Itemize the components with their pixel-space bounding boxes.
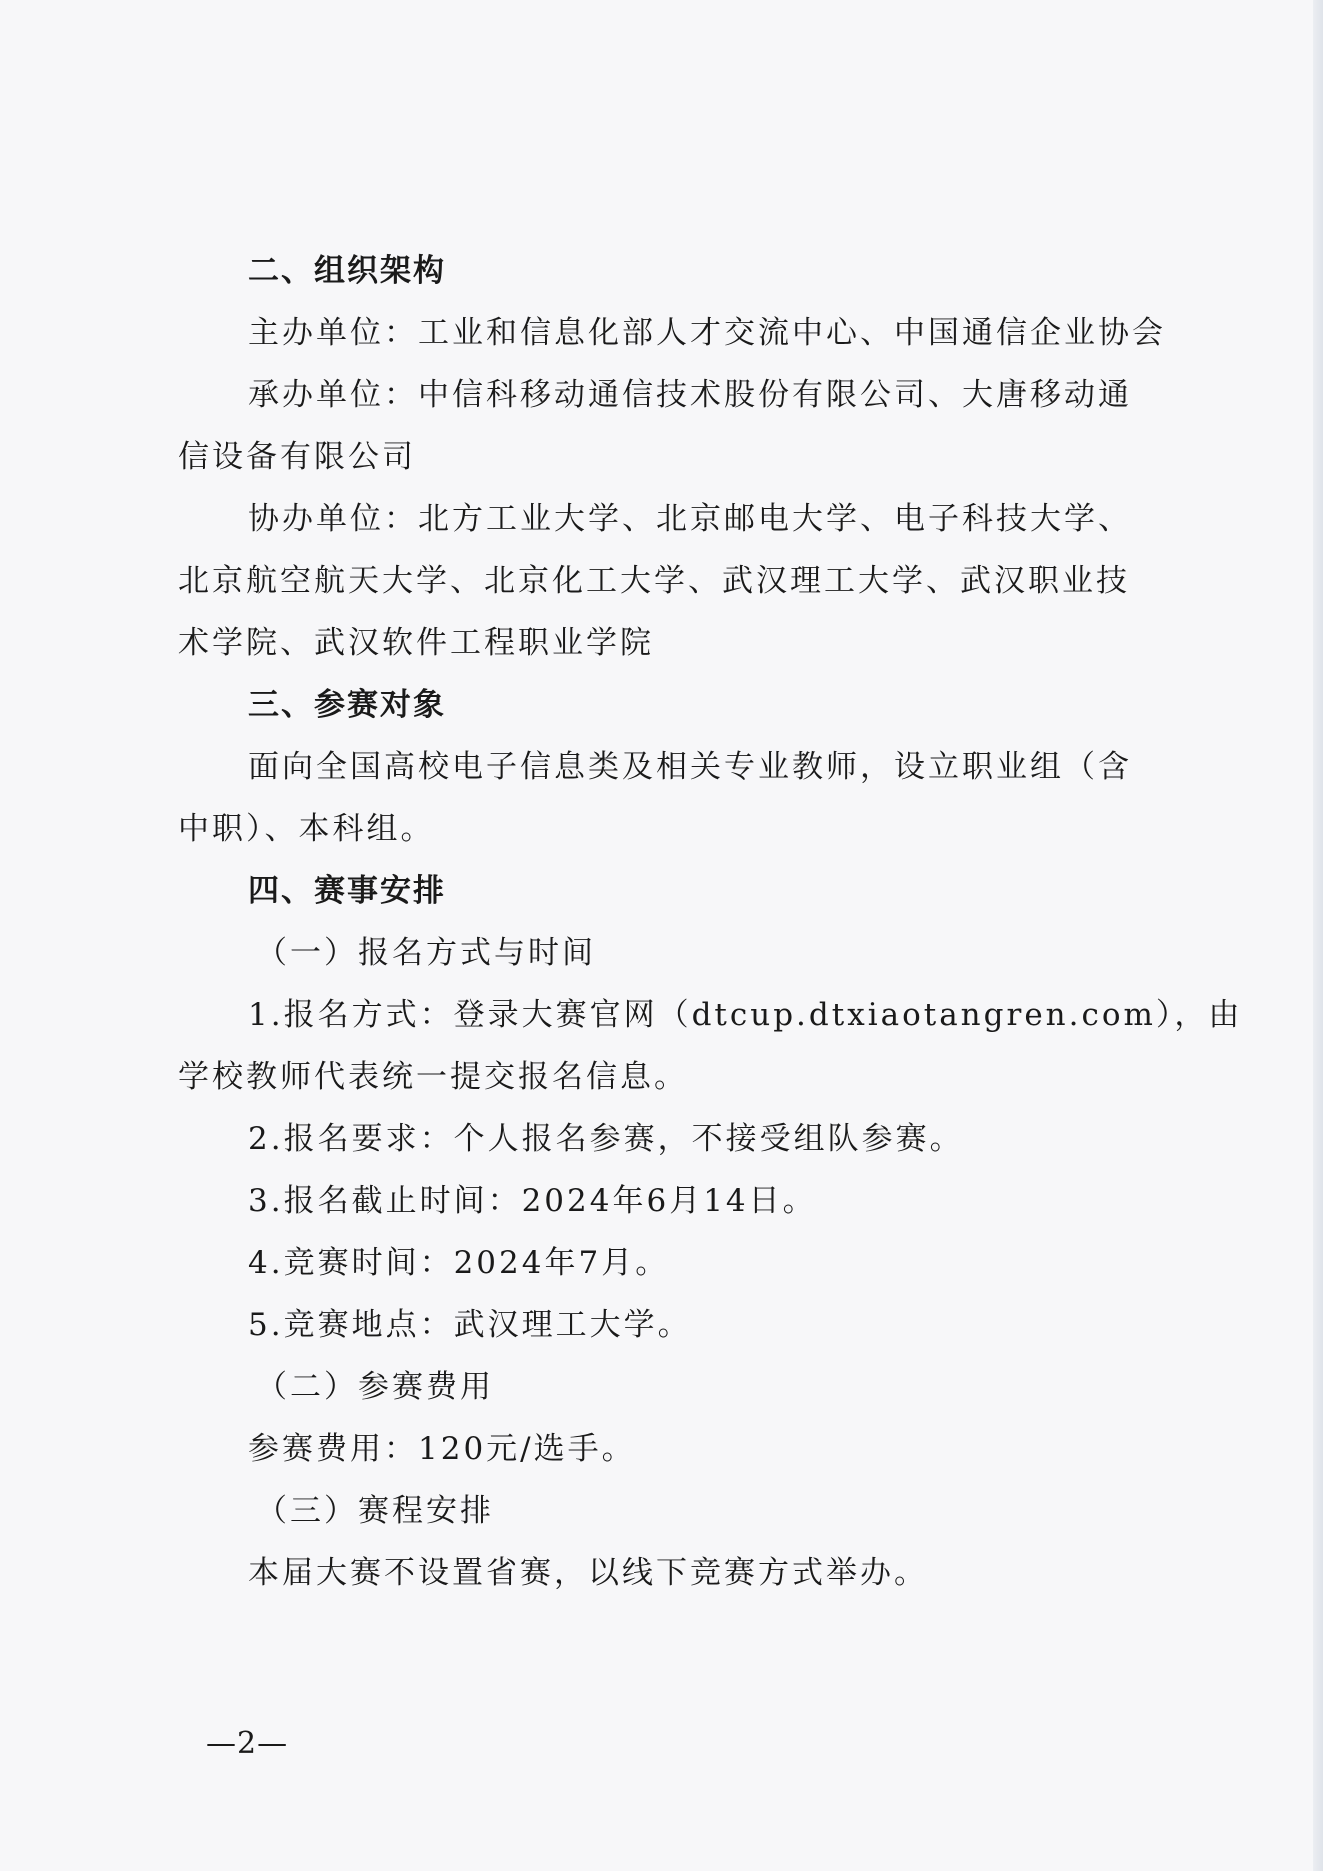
co-organizer-unit-cont-2: 术学院、武汉软件工程职业学院 [178,625,654,661]
registration-requirement: 2.报名要求：个人报名参赛，不接受组队参赛。 [248,1121,964,1157]
agenda-desc: 本届大赛不设置省赛，以线下竞赛方式举办。 [248,1555,928,1591]
participants-desc-cont: 中职）、本科组。 [178,811,435,847]
host-unit: 主办单位：工业和信息化部人才交流中心、中国通信企业协会 [248,315,1166,351]
competition-location: 5.竞赛地点：武汉理工大学。 [248,1307,692,1343]
registration-method: 1.报名方式：登录大赛官网（dtcup.dtxiaotangren.com），由 [248,997,1243,1033]
organizer-unit: 承办单位：中信科移动通信技术股份有限公司、大唐移动通 [248,377,1132,413]
competition-time: 4.竞赛时间：2024年7月。 [248,1245,670,1281]
section-heading-schedule: 四、赛事安排 [248,873,446,909]
subheading-registration: （一）报名方式与时间 [256,935,596,971]
document-body [178,240,1243,1604]
scan-edge [1313,0,1323,1871]
co-organizer-unit-cont-1: 北京航空航天大学、北京化工大学、武汉理工大学、武汉职业技 [178,563,1130,599]
organizer-unit-cont: 信设备有限公司 [178,439,416,475]
page-number: —2— [206,1726,289,1761]
subheading-agenda: （三）赛程安排 [256,1493,494,1529]
subheading-fee: （二）参赛费用 [256,1369,494,1405]
registration-deadline: 3.报名截止时间：2024年6月14日。 [248,1183,817,1219]
section-heading-organization: 二、组织架构 [248,253,446,289]
participants-desc: 面向全国高校电子信息类及相关专业教师，设立职业组（含 [248,749,1132,785]
registration-method-cont: 学校教师代表统一提交报名信息。 [178,1059,688,1095]
section-heading-participants: 三、参赛对象 [248,687,446,723]
participation-fee: 参赛费用：120元/选手。 [248,1431,636,1467]
co-organizer-unit: 协办单位：北方工业大学、北京邮电大学、电子科技大学、 [248,501,1132,537]
